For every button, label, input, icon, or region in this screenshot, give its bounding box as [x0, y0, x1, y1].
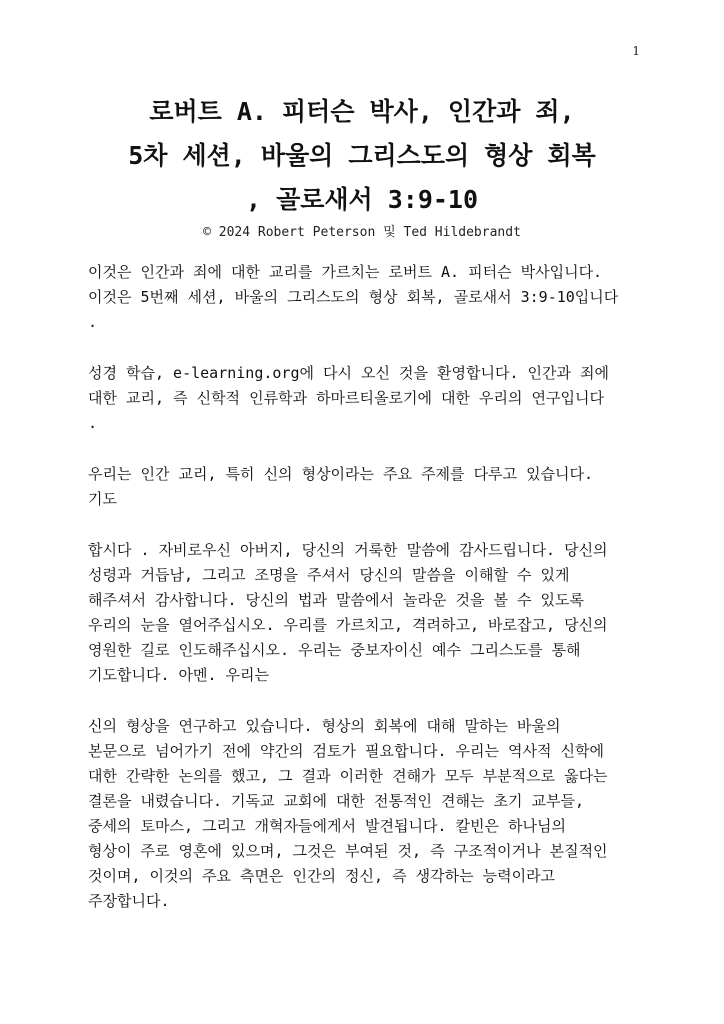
paragraph-line: 기도: [88, 490, 117, 508]
paragraph-line: 대한 간략한 논의를 했고, 그 결과 이러한 견해가 모두 부분적으로 옳다는: [88, 767, 608, 785]
paragraph-line: 우리는 인간 교리, 특히 신의 형상이라는 주요 주제를 다루고 있습니다.: [88, 465, 594, 483]
title-line-2: 5차 세션, 바울의 그리스도의 형상 회복: [128, 141, 596, 170]
paragraph-1: [88, 260, 648, 335]
paragraph-line: 합시다 . 자비로우신 아버지, 당신의 거룩한 말씀에 감사드립니다. 당신의: [88, 541, 608, 559]
paragraph-line: 신의 형상을 연구하고 있습니다. 형상의 회복에 대해 말하는 바울의: [88, 717, 561, 735]
body-text: [88, 260, 648, 940]
paragraph-line: 이것은 인간과 죄에 대한 교리를 가르치는 로버트 A. 피터슨 박사입니다.: [88, 263, 603, 281]
paragraph-3: [88, 462, 648, 512]
paragraph-line: 성경 학습, e-learning.org에 다시 오신 것을 환영합니다. 인간과 죄에: [88, 364, 610, 382]
paragraph-line: 주장합니다.: [88, 892, 170, 910]
paragraph-line: 이것은 5번째 세션, 바울의 그리스도의 형상 회복, 골로새서 3:9-10입니다: [88, 288, 619, 306]
paragraph-line: 해주셔서 감사합니다. 당신의 법과 말씀에서 놀라운 것을 볼 수 있도록: [88, 591, 585, 609]
paragraph-line: .: [88, 414, 98, 432]
paragraph-line: 형상이 주로 영혼에 있으며, 그것은 부여된 것, 즉 구조적이거나 본질적인: [88, 842, 608, 860]
paragraph-line: 것이며, 이것의 주요 측면은 인간의 정신, 즉 생각하는 능력이라고: [88, 867, 556, 885]
paragraph-5: [88, 714, 648, 914]
title-block: [60, 90, 664, 242]
page-number: 1: [632, 44, 640, 58]
title-line-3: , 골로새서 3:9-10: [245, 185, 479, 214]
paragraph-line: 본문으로 넘어가기 전에 약간의 검토가 필요합니다. 우리는 역사적 신학에: [88, 742, 604, 760]
copyright-line: © 2024 Robert Peterson 및 Ted Hildebrandt: [203, 225, 521, 240]
title-line-1: 로버트 A. 피터슨 박사, 인간과 죄,: [149, 97, 575, 126]
paragraph-line: 대한 교리, 즉 신학적 인류학과 하마르티올로기에 대한 우리의 연구입니다: [88, 389, 604, 407]
paragraph-line: .: [88, 313, 98, 331]
paragraph-4: [88, 538, 648, 688]
paragraph-line: 우리의 눈을 열어주십시오. 우리를 가르치고, 격려하고, 바로잡고, 당신의: [88, 616, 608, 634]
paragraph-line: 기도합니다. 아멘. 우리는: [88, 666, 270, 684]
paragraph-line: 성령과 거듭남, 그리고 조명을 주셔서 당신의 말씀을 이해할 수 있게: [88, 566, 570, 584]
paragraph-line: 결론을 내렸습니다. 기독교 교회에 대한 전통적인 견해는 초기 교부들,: [88, 792, 585, 810]
paragraph-line: 영원한 길로 인도해주십시오. 우리는 중보자이신 예수 그리스도를 통해: [88, 641, 581, 659]
paragraph-2: [88, 361, 648, 436]
paragraph-line: 중세의 토마스, 그리고 개혁자들에게서 발견됩니다. 칼빈은 하나님의: [88, 817, 566, 835]
